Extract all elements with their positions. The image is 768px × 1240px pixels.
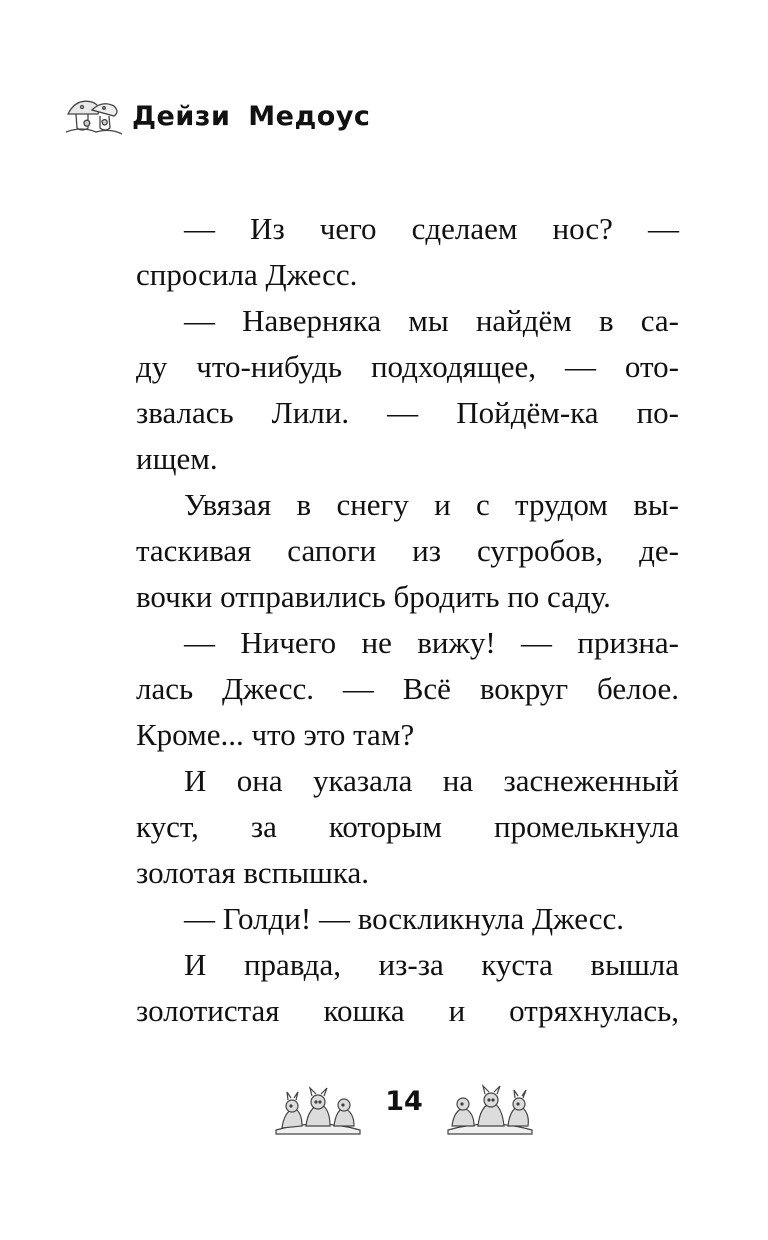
text-line: И правда, из-за куста вышла bbox=[184, 947, 679, 982]
text-line: Кроме... что это там? bbox=[136, 717, 415, 752]
text-line: ищем. bbox=[136, 441, 218, 476]
text-line: звалась Лили. — Пойдём-ка по- bbox=[136, 395, 679, 430]
text-line: — Ничего не вижу! — призна- bbox=[184, 625, 679, 660]
page-number: 14 bbox=[385, 1086, 423, 1117]
woodland-animals-icon bbox=[444, 1078, 536, 1138]
text-line: Увязая в снегу и с трудом вы- bbox=[184, 487, 679, 522]
text-line: — Голди! — воскликнула Джесс. bbox=[184, 901, 624, 936]
text-line: спросила Джесс. bbox=[136, 257, 358, 292]
page-body-text bbox=[136, 206, 679, 1034]
page-footer bbox=[0, 1072, 768, 1142]
text-line: — Наверняка мы найдём в са- bbox=[184, 303, 679, 338]
text-line: золотая вспышка. bbox=[136, 855, 370, 890]
text-line: куст, за которым промелькнула bbox=[136, 809, 679, 844]
author-name: Дейзи Медоус bbox=[132, 100, 371, 132]
text-line: золотистая кошка и отряхнулась, bbox=[136, 993, 679, 1028]
text-line: лась Джесс. — Всё вокруг белое. bbox=[136, 671, 679, 706]
text-line: вочки отправились бродить по саду. bbox=[136, 579, 611, 614]
text-line: И она указала на заснеженный bbox=[184, 763, 679, 798]
running-header bbox=[62, 88, 370, 144]
mushroom-cluster-icon bbox=[62, 92, 126, 140]
text-line: ду что-нибудь подходящее, — ото- bbox=[136, 349, 679, 384]
text-line: — Из чего сделаем нос? — bbox=[184, 211, 679, 246]
text-line: таскивая сапоги из сугробов, де- bbox=[136, 533, 679, 568]
woodland-animals-icon bbox=[272, 1078, 364, 1138]
